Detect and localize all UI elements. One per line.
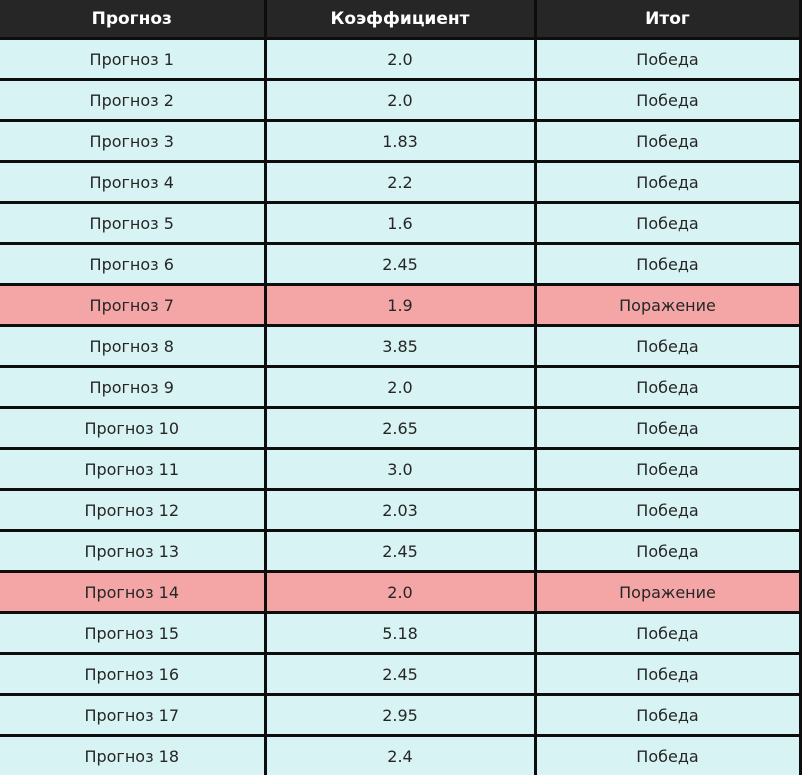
table-row	[0, 203, 800, 244]
result-cell: Победа	[535, 654, 800, 695]
coefficient-cell: 3.85	[265, 326, 535, 367]
table-row	[0, 367, 800, 408]
forecast-cell: Прогноз 1	[0, 39, 265, 80]
table-body	[0, 39, 800, 775]
coefficient-cell: 1.6	[265, 203, 535, 244]
forecast-cell: Прогноз 15	[0, 613, 265, 654]
forecast-cell: Прогноз 18	[0, 736, 265, 775]
result-cell: Победа	[535, 80, 800, 121]
coefficient-cell: 5.18	[265, 613, 535, 654]
table-row	[0, 449, 800, 490]
result-cell: Победа	[535, 39, 800, 80]
result-cell: Победа	[535, 695, 800, 736]
table-row	[0, 121, 800, 162]
header-coefficient: Коэффициент	[265, 0, 535, 39]
forecast-cell: Прогноз 12	[0, 490, 265, 531]
table-row	[0, 531, 800, 572]
table-row	[0, 613, 800, 654]
coefficient-cell: 2.0	[265, 80, 535, 121]
coefficient-cell: 2.45	[265, 654, 535, 695]
forecast-cell: Прогноз 5	[0, 203, 265, 244]
coefficient-cell: 1.9	[265, 285, 535, 326]
result-cell: Победа	[535, 531, 800, 572]
table-row	[0, 39, 800, 80]
result-cell: Победа	[535, 121, 800, 162]
forecast-cell: Прогноз 14	[0, 572, 265, 613]
result-cell: Поражение	[535, 285, 800, 326]
forecast-cell: Прогноз 16	[0, 654, 265, 695]
result-cell: Победа	[535, 203, 800, 244]
coefficient-cell: 2.45	[265, 531, 535, 572]
forecast-cell: Прогноз 7	[0, 285, 265, 326]
coefficient-cell: 1.83	[265, 121, 535, 162]
table-row	[0, 244, 800, 285]
table-row	[0, 80, 800, 121]
table-row	[0, 285, 800, 326]
forecast-cell: Прогноз 4	[0, 162, 265, 203]
table-row	[0, 162, 800, 203]
header-row	[0, 0, 800, 39]
forecast-cell: Прогноз 2	[0, 80, 265, 121]
table-row	[0, 736, 800, 775]
coefficient-cell: 2.95	[265, 695, 535, 736]
forecast-cell: Прогноз 6	[0, 244, 265, 285]
header-forecast: Прогноз	[0, 0, 265, 39]
result-cell: Победа	[535, 162, 800, 203]
forecast-cell: Прогноз 3	[0, 121, 265, 162]
result-cell: Победа	[535, 490, 800, 531]
coefficient-cell: 2.65	[265, 408, 535, 449]
forecast-cell: Прогноз 8	[0, 326, 265, 367]
table-row	[0, 408, 800, 449]
result-cell: Победа	[535, 736, 800, 775]
result-cell: Победа	[535, 408, 800, 449]
coefficient-cell: 2.2	[265, 162, 535, 203]
table-row	[0, 695, 800, 736]
coefficient-cell: 3.0	[265, 449, 535, 490]
table-row	[0, 572, 800, 613]
coefficient-cell: 2.45	[265, 244, 535, 285]
result-cell: Победа	[535, 244, 800, 285]
result-cell: Поражение	[535, 572, 800, 613]
forecast-cell: Прогноз 11	[0, 449, 265, 490]
forecast-cell: Прогноз 13	[0, 531, 265, 572]
forecast-cell: Прогноз 17	[0, 695, 265, 736]
table-row	[0, 326, 800, 367]
forecast-cell: Прогноз 10	[0, 408, 265, 449]
table-row	[0, 654, 800, 695]
result-cell: Победа	[535, 449, 800, 490]
result-cell: Победа	[535, 613, 800, 654]
forecast-cell: Прогноз 9	[0, 367, 265, 408]
coefficient-cell: 2.03	[265, 490, 535, 531]
table-row	[0, 490, 800, 531]
coefficient-cell: 2.4	[265, 736, 535, 775]
result-cell: Победа	[535, 367, 800, 408]
coefficient-cell: 2.0	[265, 39, 535, 80]
header-result: Итог	[535, 0, 800, 39]
result-cell: Победа	[535, 326, 800, 367]
coefficient-cell: 2.0	[265, 367, 535, 408]
coefficient-cell: 2.0	[265, 572, 535, 613]
